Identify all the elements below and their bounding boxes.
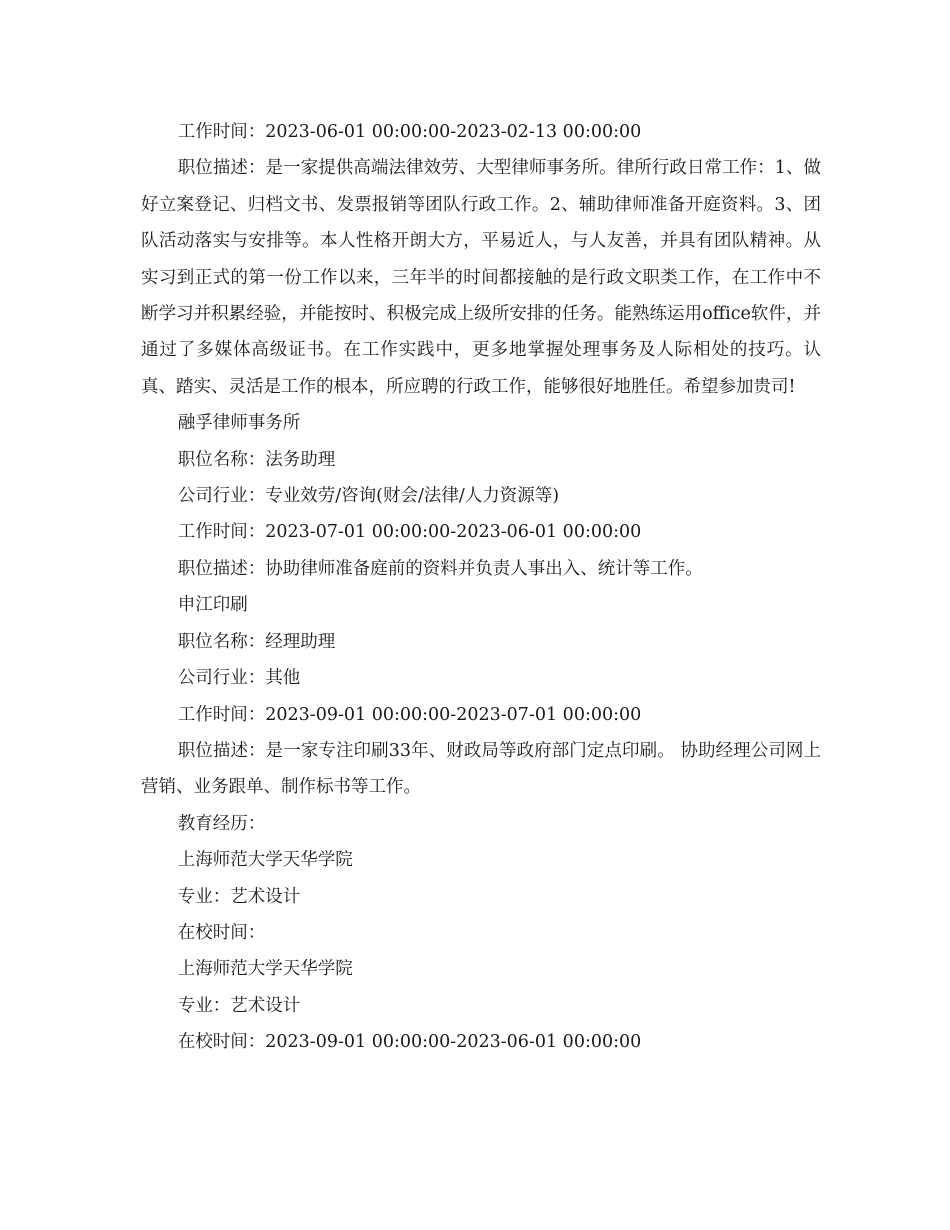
school-time-line: 在校时间：2023-09-01 00:00:00-2023-06-01 00:00:00	[177, 1032, 642, 1053]
job-title-line: 职位名称：法务助理	[177, 449, 336, 470]
work-time-line: 工作时间：2023-06-01 00:00:00-2023-02-13 00:00:00	[177, 122, 642, 142]
work-time-line: 工作时间：2023-09-01 00:00:00-2023-07-01 00:00:00	[177, 704, 642, 725]
school-name: 上海师范大学天华学院	[177, 959, 353, 980]
company-industry-line: 公司行业：其他	[177, 668, 301, 689]
education-heading: 教育经历：	[177, 813, 266, 834]
school-time-line: 在校时间：	[177, 922, 266, 943]
job-description-paragraph: 职位描述：是一家提供高端法律效劳、大型律师事务所。律所行政日常工作：1、做好立案登记、归档文书、发票报销等团队行政工作。2、辅助律师准备开庭资料。3、团队活动落实与安排等。本人性格开朗大方，平易近人，与人友善，并具有团队精神。从实习到正式的第一份工作以来，三年半的时间都接触的是行政文职类工作，在工作中不断学习并积累经验，并能按时、积极完成上级所安排的任务。能熟练运用office软件，并通过了多媒体高级证书。在工作实践中，更多地掌握处理事务及人际相处的技巧。认真、踏实、灵活是工作的根本，所应聘的行政工作，能够很好地胜任。希望参加贵司!	[141, 158, 821, 397]
company-industry-line: 公司行业：专业效劳/咨询(财会/法律/人力资源等)	[177, 486, 560, 507]
school-name: 上海师范大学天华学院	[177, 850, 353, 871]
document-body	[141, 114, 821, 1061]
company-name: 融孚律师事务所	[177, 413, 301, 434]
company-name: 申江印刷	[177, 595, 248, 616]
major-line: 专业：艺术设计	[177, 886, 301, 907]
job-description-paragraph: 职位描述：是一家专注印刷33年、财政局等政府部门定点印刷。 协助经理公司网上营销、业务跟单、制作标书等工作。	[141, 740, 821, 798]
work-time-line: 工作时间：2023-07-01 00:00:00-2023-06-01 00:00:00	[177, 522, 642, 543]
job-description-paragraph: 职位描述：协助律师准备庭前的资料并负责人事出入、统计等工作。	[177, 558, 703, 579]
job-title-line: 职位名称：经理助理	[177, 631, 336, 652]
major-line: 专业：艺术设计	[177, 995, 301, 1016]
